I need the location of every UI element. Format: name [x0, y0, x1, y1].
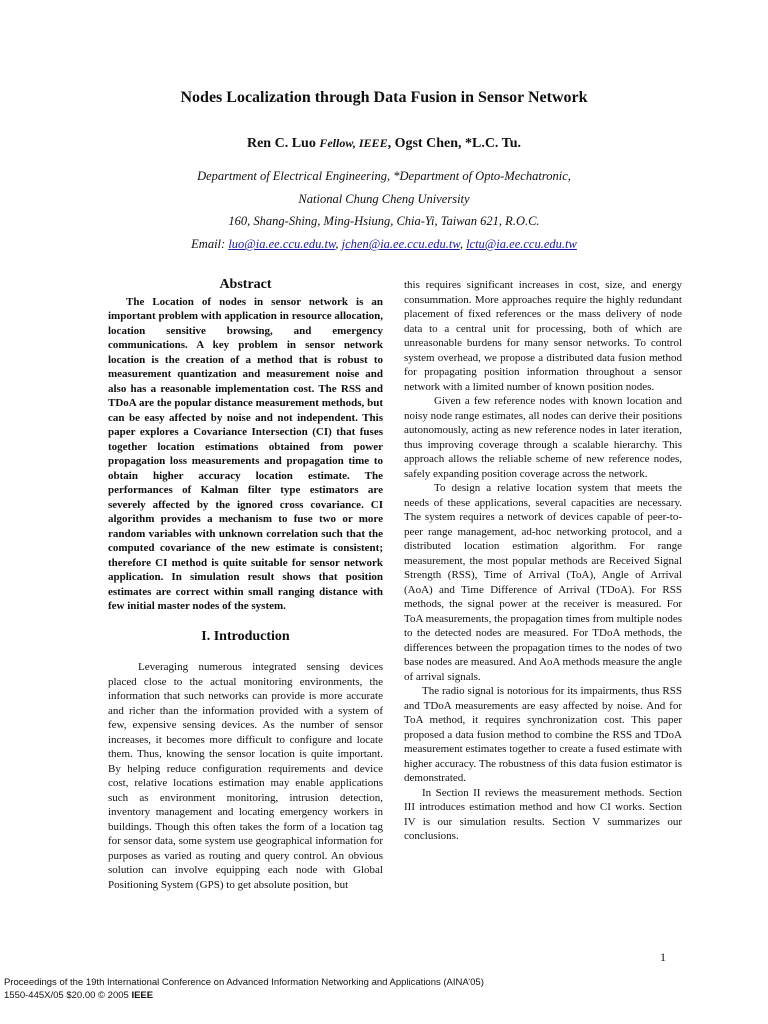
- footer-conference-line: Proceedings of the 19th International Conference on Advanced Information Networking and Applications (AINA’05): [4, 977, 484, 988]
- ieee-logo-text: IEEE: [131, 990, 154, 1001]
- email-separator: ,: [459, 237, 467, 251]
- email-link-lctu[interactable]: lctu@ia.ee.ccu.edu.tw: [466, 237, 577, 251]
- body-paragraph-3: To design a relative location system that meets the needs of these applications, several capacities are necessary. The system requires a network of devices capable of peer-to-peer range management, ad-hoc networking protocol, and a distributed location estimation algorithm. For range measurement, the most popular methods are Received Signal Strength (RSS), Time of Arrival (ToA), Angle of Arrival (AoA) and Time Difference of Arrival (TDoA). For RSS methods, the signal power at the receiver is measured. For ToA measurements, the propagation times from multiple nodes to the detected nodes are measured. For TDoA methods, the differences between the propagation times to the nodes of two base nodes are measured. And AoA methods measure the angle of arrival signals.: [404, 482, 682, 683]
- affiliation-line-1: Department of Electrical Engineering, *Department of Opto-Mechatronic,: [197, 169, 571, 183]
- affiliation-line-2: National Chung Cheng University: [298, 192, 470, 206]
- proceedings-footer: [4, 976, 484, 1002]
- email-label: Email:: [191, 237, 229, 251]
- email-link-jchen[interactable]: jchen@ia.ee.ccu.edu.tw: [341, 237, 460, 251]
- introduction-heading: I. Introduction: [201, 628, 290, 644]
- abstract-text: The Location of nodes in sensor network is an important problem with application in resource allocation, location sensitive browsing, and emergency communications. A key problem in sensor network location is the creation of a method that is robust to measurement quantization and measurement noise and also has a reasonable implementation cost. The RSS and TDoA are the popular distance measurement methods, but can be easy affected by noise and not independent. This paper explores a Covariance Intersection (CI) that fuses together location estimations obtained from power propagation loss measurements and propagation time to obtain higher accuracy location estimate. The performances of Kalman filter type estimators are severely affected by the ignored cross covariance. CI algorithm provides a mechanism to fuse two or more random variables with unknown correlation such that the computed covariance of the new estimate is consistent; therefore CI method is quite suitable for sensor network application. In simulation result shows that position estimates are correct within small ranging distance with few initial master nodes of the system.: [108, 295, 383, 612]
- page-number: 1: [660, 950, 666, 964]
- email-link-luo[interactable]: luo@ia.ee.ccu.edu.tw: [228, 237, 336, 251]
- footer-issn: 1550-445X/05 $20.00 © 2005: [4, 990, 132, 1001]
- body-paragraph-4: The radio signal is notorious for its impairments, thus RSS and TDoA measurements are easy affected by noise. And for ToA method, it requires synchronization cost. This paper proposed a data fusion method to combine the RSS and TDoA measurement estimates together to create a fused estimate with higher accuracy. The robustness of this data fusion estimator is demonstrated.: [404, 685, 682, 784]
- body-paragraph-2: Given a few reference nodes with known location and noisy node range estimates, all nodes can derive their positions autonomously, acting as new reference nodes in later iteration, thus improving coverage through a scalable hierarchy. This approach allows the reliable scheme of new reference nodes, safely expanding position coverage across the network.: [404, 395, 682, 480]
- affiliation-address: 160, Shang-Shing, Ming-Hsiung, Chia-Yi, Taiwan 621, R.O.C.: [228, 214, 540, 228]
- body-paragraph-5: In Section II reviews the measurement methods. Section III introduces estimation method and how CI works. Section IV is our simulation results. Section V summarizes our conclusions.: [404, 786, 682, 842]
- author-fellow-title: Fellow, IEEE: [319, 136, 388, 150]
- body-paragraph-1: this requires significant increases in cost, size, and energy consummation. More approaches require the highly redundant placement of fixed references or the mass delivery of node data to a central unit for processing, both of which are unreasonable burdens for many sensor networks. To control system overhead, we propose a distributed data fusion method for propagating position information throughout a sensor network with a limited number of known position nodes.: [404, 279, 682, 393]
- coauthor-names: , Ogst Chen, *L.C. Tu.: [387, 136, 522, 151]
- paper-title: Nodes Localization through Data Fusion in Sensor Network: [180, 89, 588, 106]
- email-separator: ,: [335, 237, 342, 251]
- left-column: [108, 278, 383, 892]
- right-column: [404, 278, 682, 844]
- footer-copyright-line: [4, 989, 484, 1002]
- email-line: [0, 236, 768, 252]
- abstract-heading: Abstract: [219, 277, 272, 292]
- author-name: Ren C. Luo: [246, 136, 316, 151]
- intro-paragraph-1: Leveraging numerous integrated sensing devices placed close to the actual monitoring environments, the information that such networks can provide is more accurate and richer than the information provided with a system of few, expensive sensing devices. As the number of sensor increases, it becomes more difficult to configure and locate them. Thus, knowing the sensor location is quite important. By helping reduce configuration requirements and device cost, relative locations estimation may enable applications such as environment monitoring, intrusion detection, inventory management and locating emergency workers in buildings. Though this often takes the form of a location tag for sensor data, some system use geographical information for purposes as varied as routing and query control. An obvious solution can involve equipping each node with Global Positioning System (GPS) to get absolute position, but: [108, 661, 383, 891]
- author-line: [0, 136, 768, 152]
